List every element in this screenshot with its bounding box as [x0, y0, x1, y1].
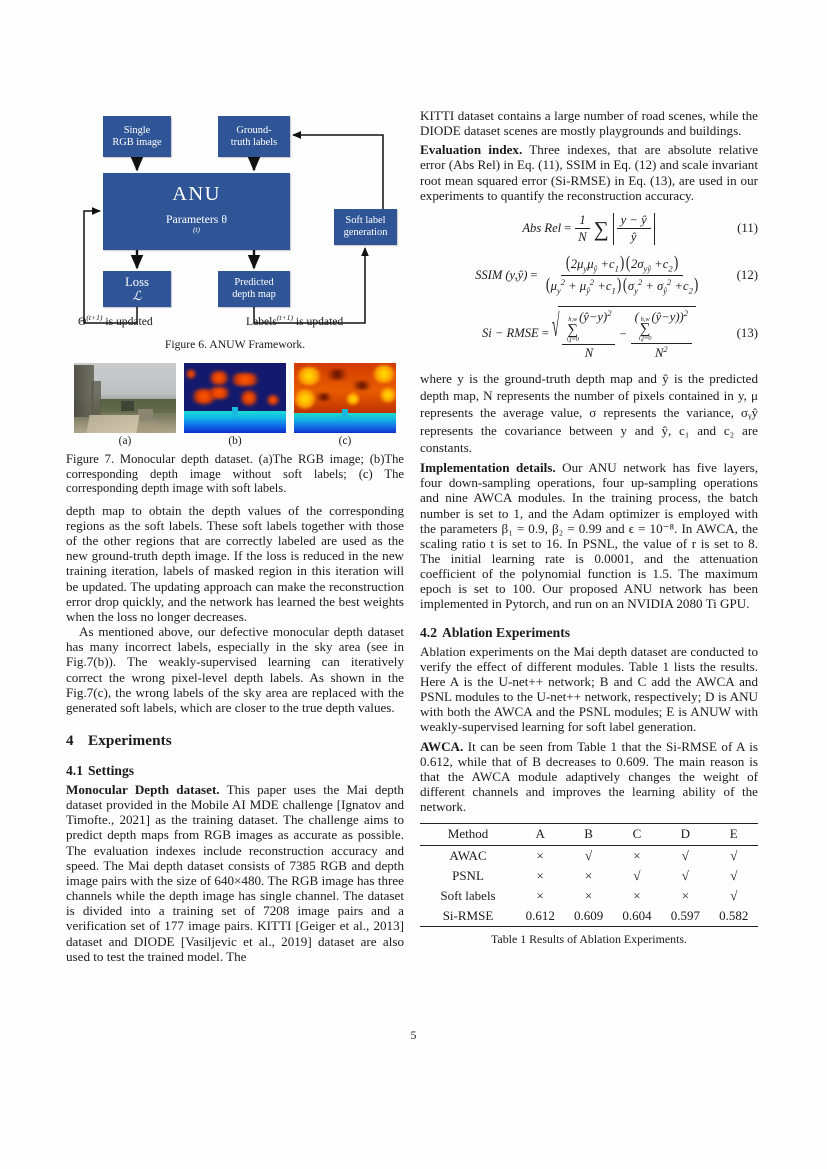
- cell: ×: [536, 847, 544, 863]
- table-header: [420, 824, 758, 845]
- depth-blob: [294, 389, 316, 409]
- left-paragraph-monocular-depth-dataset: [66, 782, 404, 964]
- lower-limit: i,j=0: [638, 335, 652, 342]
- diagram-node-soft-label-generation: [334, 209, 397, 245]
- cell: 0.582: [719, 908, 749, 924]
- cell: √: [730, 888, 738, 904]
- paragraph-text: Our ANU network has five layers, four down-sampling operations, four up-sampling operations and nine AWCA modules. In the training process, the batch number is set to 1, and the Adam optimizer is employed with the parameters β₁ = 0.9, β₂ = 0.99 and ϵ = 10⁻⁸. In AWCA, the scaling ratio t is set to 16. In PSNL, the value of r is set to 8. The initial learning rate is 0.0001, and the attenuation coefficient of the polynomial function is 1.5. The maximum epoch is set to 100. Our proposed ANU network has been implemented in Pytorch, and run on an NVIDIA 2080 Ti GPU.: [420, 460, 759, 612]
- right-paren: ): [616, 274, 621, 295]
- table-row: [420, 866, 758, 886]
- table-1-caption: Table 1 Results of Ablation Experiments.: [491, 932, 687, 947]
- equation-13-label: Si − RMSE: [481, 325, 539, 340]
- cell: ×: [584, 888, 593, 904]
- right-paren: ): [693, 274, 699, 295]
- paragraph-text: This paper uses the Mai depth dataset provided in the Mobile AI MDE challenge [Ignatov and Timofte., 2021] as the training dataset. The challenge aims to predict depth maps from RGB images as accurate as possible. The evaluation indexes include reconstruction accuracy and speed. The Mai depth dataset consists of 7385 RGB and depth image pairs with the size of 640×480. The RGB image has three channels while the depth image has single channel. The dataset is divided into a training set of 7208 image pairs and a verification set of 177 image pairs. KITTI [Geiger et al., 2013] dataset and DIODE [Vasiljevic et al., 2019] dataset are also used to test the trained model. The: [66, 781, 404, 964]
- depth-post: [232, 407, 238, 417]
- fraction-residual: [617, 213, 651, 245]
- depth-blob: [208, 371, 230, 385]
- cell: √: [633, 867, 641, 883]
- node-line-2: truth labels: [230, 136, 278, 148]
- depth-map-c: [294, 363, 396, 433]
- cell: √: [585, 847, 593, 863]
- loss-symbol: ℒ: [132, 289, 142, 303]
- depth-blob: [186, 369, 196, 379]
- lower-limit: i,j=0: [566, 335, 580, 343]
- figure-7-panel-a: [74, 363, 176, 447]
- depth-dark-region: [324, 369, 350, 380]
- right-paragraph-awca: [420, 739, 758, 815]
- numerator: ( h,w ∑ i,j=0 (ŷ−y))$^2$: [631, 309, 692, 345]
- depth-blob: [206, 387, 232, 399]
- node-line-1: Predicted: [234, 277, 274, 289]
- right-column: [420, 108, 758, 947]
- equation-12-label: SSIM: [475, 268, 503, 283]
- cell: ×: [681, 888, 690, 904]
- figure-6-anuw-framework-diagram: [66, 108, 404, 336]
- depth-blob: [240, 390, 258, 406]
- subsection-number: 4.1: [66, 762, 83, 778]
- upper-limit: h,w: [568, 316, 578, 324]
- diagram-label-labels-updated: Labels$^{(t+1)}$ is updated: [246, 313, 344, 328]
- equation-12-body: [475, 251, 703, 297]
- rgb-road: [86, 415, 139, 433]
- right-paragraph-where: where y is the ground-truth depth map and ŷ is the predicted depth map, N represents the number of pixels contained in y, μ represents the average value, σ represents the variance, σᵧŷ represents the covariance between y and ŷ, c₁ and c₂ are constants.: [420, 371, 758, 455]
- radicand: [558, 306, 696, 361]
- fraction-one-over-n: [574, 213, 590, 245]
- summation-with-limits: [639, 317, 652, 343]
- depth-blob: [296, 367, 322, 385]
- node-line-1: Single: [123, 124, 151, 136]
- paragraph-text: It can be seen from Table 1 that the Si-RMSE of A is 0.612, while that of B decreases to 0.609. The main reason is that the AWCA module adaptively changes the weight of different channels and improves the learning ability of the network.: [420, 738, 758, 815]
- node-line-2: generation: [343, 227, 388, 238]
- row-label: PSNL: [452, 867, 484, 883]
- figure-7-image-row: [66, 363, 404, 447]
- paragraph-runin-heading: AWCA.: [420, 738, 464, 754]
- column-header-d: D: [680, 826, 691, 842]
- paragraph-runin-heading: Evaluation index.: [420, 142, 523, 158]
- denominator: $N^2$: [654, 344, 668, 361]
- column-header-e: E: [729, 826, 738, 842]
- cell: ×: [584, 867, 593, 883]
- subsection-heading-settings: [66, 763, 404, 779]
- table-body: [420, 845, 758, 927]
- depth-blob: [266, 395, 280, 405]
- equals-sign: =: [541, 325, 549, 340]
- page-number: 5: [410, 1028, 417, 1042]
- upper-limit: h,w: [640, 315, 650, 323]
- row-label: Si-RMSE: [442, 908, 494, 924]
- anu-title: ANU: [172, 182, 221, 205]
- figure-7-panel-b: [184, 363, 286, 447]
- row-label: Soft labels: [440, 888, 496, 904]
- subsection-heading-ablation-experiments: [420, 625, 758, 641]
- cell: ×: [633, 888, 641, 904]
- left-column: [66, 108, 404, 964]
- subsection-number: 4.2: [420, 624, 437, 640]
- column-header-method: Method: [447, 826, 489, 842]
- depth-dark-region: [314, 393, 334, 401]
- figure-7-sublabel-c: (c): [338, 435, 352, 447]
- paragraph-runin-heading: Monocular Depth dataset.: [66, 781, 220, 797]
- anu-parameters: Parameters θ $^{(t)}$: [165, 211, 227, 235]
- cell: √: [730, 847, 738, 863]
- cell: 0.604: [622, 908, 652, 924]
- cell: √: [681, 867, 689, 883]
- table-header-row: [420, 824, 758, 845]
- depth-post: [342, 409, 348, 419]
- subsection-title: Settings: [88, 762, 135, 778]
- numerator: y − ŷ: [617, 213, 651, 229]
- rgb-hut-secondary: [138, 409, 153, 420]
- loss-label: Loss ℒ: [125, 274, 149, 303]
- cell: 0.612: [525, 908, 555, 924]
- node-line-1: Soft label: [345, 215, 386, 227]
- figure-7-sublabel-a: (a): [118, 435, 132, 447]
- equation-12-number: (12): [736, 268, 758, 283]
- figure-7-caption: Figure 7. Monocular depth dataset. (a)The RGB image; (b)The corresponding depth image without soft labels; (c) The corresponding depth image with soft labels.: [66, 452, 404, 496]
- numerator: h,w ∑ i,j=0 (ŷ−y)$^2$: [562, 309, 615, 345]
- cell: ×: [536, 867, 544, 883]
- paragraph-runin-heading: Implementation details.: [420, 460, 556, 476]
- equation-12: [420, 251, 758, 297]
- denominator: N: [578, 230, 587, 245]
- equals-sign: =: [564, 221, 572, 236]
- cell: √: [681, 847, 689, 863]
- left-paren: (: [625, 251, 631, 272]
- diagram-node-loss: [103, 271, 171, 307]
- minus-sign: −: [619, 327, 627, 342]
- cell: ×: [633, 847, 641, 863]
- fraction-first-term: [562, 309, 615, 360]
- diagram-node-ground-truth-labels: [218, 116, 290, 157]
- equation-13-body: [482, 306, 696, 361]
- absolute-value-bars: [613, 213, 655, 245]
- anu-parameters-superscript: (t): [192, 225, 201, 235]
- figure-6-caption: Figure 6. ANUW Framework.: [164, 338, 306, 351]
- figure-7-panel-c: [294, 363, 396, 447]
- denominator: N: [584, 346, 594, 360]
- depth-blob: [372, 365, 396, 383]
- equation-13: [420, 306, 758, 361]
- diagram-node-predicted-depth-map: [218, 271, 290, 307]
- right-paragraph-implementation-details: [420, 460, 758, 612]
- right-paragraph-ablation: Ablation experiments on the Mai depth dataset are conducted to verify the effect of different modules. Table 1 lists the results. Here A is the U-net++ network; B and C add the AWCA and PSNL modules to the U-net++ network, respectively; D is ANU with both the AWCA and the PSNL modules; E is ANUW with weakly-supervised learning for soft label generation.: [420, 643, 758, 735]
- square-root: [552, 306, 696, 361]
- cell: 0.597: [670, 908, 700, 924]
- summation-with-limits: [566, 317, 579, 343]
- diagram-node-anu: [103, 173, 290, 250]
- equation-13-number: (13): [736, 325, 758, 340]
- diagram-label-theta-updated: $\Theta^{(t+1)}$ is updated: [78, 313, 153, 328]
- section-number: 4: [66, 731, 74, 749]
- left-paragraph-2: As mentioned above, our defective monocular depth dataset has many incorrect labels, especially in the sky area (see in Fig.7(b)). The weakly-supervised learning can iteratively correct the wrong pixel-level depth labels. As shown in the Fig.7(c), the wrong labels of the sky area are replaced with the generated soft labels, which are closer to the true depth values.: [66, 624, 404, 715]
- subsection-title: Ablation Experiments: [442, 624, 571, 640]
- ablation-results-table: [420, 823, 758, 927]
- equation-11-label: Abs Rel: [522, 221, 562, 236]
- rgb-hut: [121, 401, 134, 411]
- equation-11-body: [522, 213, 655, 245]
- section-title: Experiments: [88, 731, 172, 749]
- left-paren: (: [622, 274, 628, 295]
- depth-image-without-soft-labels: [184, 363, 286, 433]
- left-paren: (: [565, 251, 570, 272]
- column-header-c: C: [632, 826, 642, 842]
- fraction-second-term: [631, 309, 692, 361]
- cell: √: [730, 867, 738, 883]
- figure-7-sublabel-b: (b): [228, 435, 242, 447]
- numerator: 1: [575, 213, 589, 229]
- node-line-1: Ground-: [236, 124, 272, 136]
- summation-icon: ∑: [639, 321, 651, 338]
- depth-dark-region: [350, 381, 374, 390]
- paragraph-text: Three indexes, that are absolute relative error (Abs Rel) in Eq. (11), SSIM in Eq. (12) and scale invariant root mean squared error (Si-RMSE) in Eq. (13), are used in our experiments to quantify the reconstruction accuracy.: [420, 142, 759, 203]
- equation-11: [420, 212, 758, 246]
- right-paragraph-continued: KITTI dataset contains a large number of road scenes, while the DIODE dataset scenes are mostly playgrounds and buildings.: [420, 108, 758, 139]
- column-header-b: B: [584, 826, 593, 842]
- row-label: AWAC: [449, 847, 487, 863]
- fraction-ssim: [541, 251, 703, 297]
- radical-sign-icon: √: [551, 307, 560, 343]
- equals-sign: =: [530, 268, 538, 283]
- node-line-2: RGB image: [112, 136, 162, 148]
- denominator: ŷ: [630, 230, 637, 245]
- cell: ×: [536, 888, 544, 904]
- diagram-node-single-rgb-image: [103, 116, 171, 157]
- rgb-image: [74, 363, 176, 433]
- depth-blob: [346, 393, 360, 405]
- right-paren: ): [673, 251, 678, 272]
- table-row: [420, 886, 758, 906]
- numerator: $(2\mu_y\mu_ŷ +c_1)(2\sigma_{yŷ} +c_2)$: [561, 255, 683, 276]
- right-paragraph-evaluation-index: [420, 142, 758, 203]
- depth-blob: [228, 373, 262, 386]
- left-paren: (: [545, 274, 550, 295]
- table-row: [420, 906, 758, 927]
- table-row: [420, 845, 758, 866]
- denominator: $(\mu_y^2 + \mu_ŷ^2 +c_1)(\sigma_y^2 + \sigma_ŷ^2 +c_2)$: [545, 274, 699, 296]
- depth-image-with-soft-labels: [294, 363, 396, 433]
- equation-12-args: (y,ŷ): [505, 268, 528, 283]
- cell: 0.609: [573, 908, 604, 924]
- node-line-2: depth map: [232, 289, 276, 300]
- summation-icon: ∑: [593, 216, 609, 241]
- depth-blob: [380, 387, 396, 403]
- section-heading-experiments: [66, 732, 404, 750]
- column-header-a: A: [535, 826, 545, 842]
- depth-map-b: [184, 363, 286, 433]
- left-paragraph-1: depth map to obtain the depth values of the corresponding regions as the soft labels. These soft labels together with those of the other regions that are correctly labeled are used as the new ground-truth depth image. If the loss is reduced in the new training iteration, labels of masked region in this iteration will be updated. The updating approach can make the reconstruction error drop quickly, and the network has learned the best weights when the loss no longer decreases.: [66, 502, 404, 624]
- equation-11-number: (11): [737, 221, 758, 236]
- summation-icon: ∑: [567, 321, 579, 338]
- right-paren: ): [619, 251, 625, 272]
